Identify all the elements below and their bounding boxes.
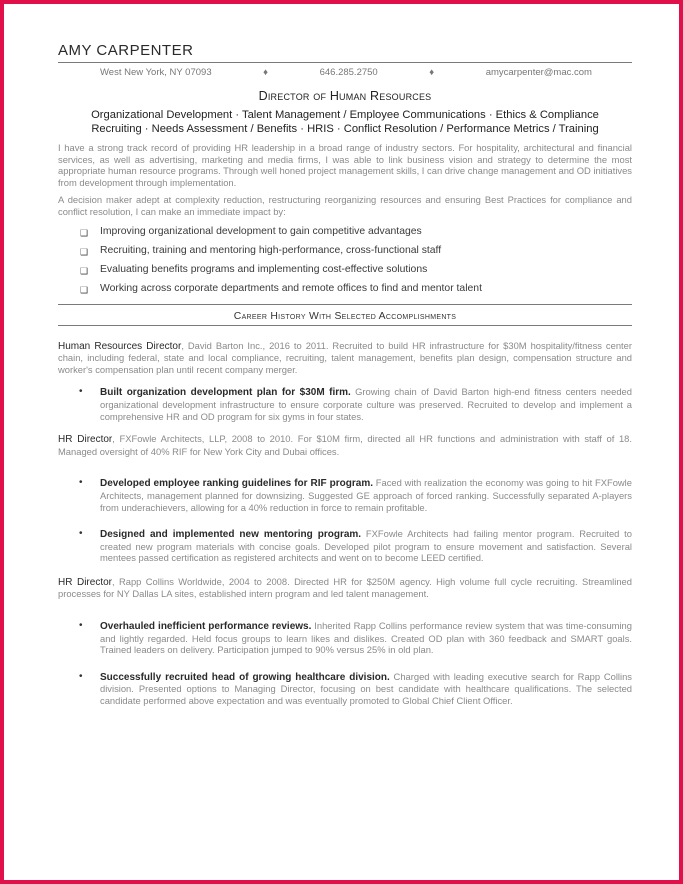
impact-text: Working across corporate departments and remote offices to find and mentor talent [100, 282, 482, 294]
candidate-name: AMY CARPENTER [58, 42, 194, 59]
impact-item [58, 222, 632, 241]
bullet-icon: • [79, 386, 83, 398]
accomplishment [58, 477, 632, 513]
accomplishment [58, 671, 632, 707]
contact-city: West New York, NY 07093 [100, 67, 212, 78]
skills-line-2: Recruiting · Needs Assessment / Benefits · HRIS · Conflict Resolution / Performance Metrics / Training [91, 123, 599, 135]
accomplishment-text: Inherited Rapp Collins performance review system that was time-consuming and lightly regarded. Held focus groups to learn likes and dislikes. Created OD plan with 360 feedback and SMART goals. Trained leaders on delivery. Participation jumped to 90% versus 25% in old plan. [100, 620, 632, 656]
impact-item [58, 279, 632, 298]
career-heading-text: Career History With Selected Accomplishments [233, 310, 457, 322]
job-role: Human Resources Director [58, 340, 182, 352]
job-title [58, 89, 632, 103]
career-section-heading [58, 304, 632, 326]
job-entry [58, 433, 632, 457]
job-role: HR Director [58, 576, 112, 588]
accomplishment-lead: Built organization development plan for $30M firm. [100, 387, 351, 399]
job-entry [58, 576, 632, 600]
accomplishment-text: Charged with leading executive search for Rapp Collins division. Presented options to Managing Director, focusing on best candidate with healthcare qualifications. The selected candidate performed above expectation and was eventually promoted to Global Chief Client Officer. [100, 670, 632, 707]
skills-line-1: Organizational Development · Talent Management / Employee Communications · Ethics & Compliance [91, 109, 599, 121]
impact-text: Improving organizational development to gain competitive advantages [100, 225, 422, 237]
impact-item [58, 241, 632, 260]
bullet-icon: • [79, 670, 83, 682]
job-role: HR Director [58, 434, 113, 446]
bullet-icon: • [79, 620, 83, 632]
bullet-icon: • [79, 528, 83, 540]
job-entry [58, 340, 632, 376]
contact-separator-1: ♦ [263, 67, 269, 78]
accomplishment-lead: Designed and implemented new mentoring program. [100, 529, 362, 541]
contact-separator-2: ♦ [429, 67, 435, 78]
accomplishment-lead: Developed employee ranking guidelines for RIF program. [100, 478, 373, 490]
summary-paragraph-1: I have a strong track record of providing HR leadership in a broad range of industry sectors. For hospitality, architectural and financial services, as well as advertising, marketing and media firms, I was able to link business vision and strategy to determine the most appropriate human resource programs. Through well honed project management skills, I can drive change management and OD initiatives from development through implementation. [58, 142, 632, 188]
accomplishment-text: FXFowle Architects had failing mentor program. Recruited to created new program materials with concise goals. Developed pilot program to ensure movement and satisfaction. Several mentees passed certification as registered architects and went on to become LEED certified. [100, 528, 633, 564]
bullet-icon: • [79, 477, 83, 489]
checkbox-icon: ❑ [80, 284, 89, 295]
checkbox-icon: ❑ [80, 227, 89, 238]
contact-phone: 646.285.2750 [319, 67, 378, 78]
impact-text: Evaluating benefits programs and implementing cost-effective solutions [100, 263, 428, 275]
accomplishment [58, 386, 632, 422]
skills-block [58, 108, 632, 136]
accomplishment-lead: Successfully recruited head of growing healthcare division. [100, 671, 390, 683]
accomplishment [58, 620, 632, 656]
impact-text: Recruiting, training and mentoring high-performance, cross-functional staff [100, 244, 442, 256]
job-description: , David Barton Inc., 2016 to 2011. Recruited to build HR infrastructure for $30M hospitality/fitness center chain, including federal, state and local compliance, recruiting, talent management, benefits plan design, compensation structure and worker's compensation plan until recent company merger. [58, 339, 632, 375]
checkbox-icon: ❑ [80, 246, 89, 257]
accomplishment-lead: Overhauled inefficient performance reviews. [100, 621, 312, 633]
job-title-text: Director of Human Resources [258, 89, 432, 103]
job-description: , Rapp Collins Worldwide, 2004 to 2008. Directed HR for $250M agency. High volume full cycle recruiting. Streamlined processes for NY Dallas LA sites, established intern program and led talent management. [58, 575, 632, 600]
contact-line [58, 63, 632, 78]
impact-item [58, 260, 632, 279]
summary-paragraph-2: A decision maker adept at complexity reduction, restructuring reorganizing resources and ensuring Best Practices for compliance and conflict resolution, I can make an immediate impact by: [58, 194, 632, 217]
accomplishment-text: Faced with realization the economy was going to hit FXFowle Architects, management planned for downsizing. Suggested GE approach of forced ranking. Successfully separated A-players from underachievers, allowing for a 40% reduction in force to remain profitable. [100, 477, 632, 513]
impact-list [58, 222, 632, 298]
accomplishment [58, 528, 632, 564]
resume-content [58, 42, 632, 707]
job-description: , FXFowle Architects, LLP, 2008 to 2010. For $10M firm, directed all HR functions and administration with staff of 18. Managed oversight of 40% RIF for New York City and Dubai offices. [58, 433, 632, 457]
accomplishment-text: Growing chain of David Barton high-end fitness centers needed organizational development infrastructure to ensure corporate culture was preserved. Recruited to develop and implement a comprehensive HR and OD program for six gyms in four states. [100, 386, 632, 422]
resume-page [4, 4, 679, 880]
checkbox-icon: ❑ [80, 265, 89, 276]
contact-email[interactable]: amycarpenter@mac.com [485, 67, 592, 78]
